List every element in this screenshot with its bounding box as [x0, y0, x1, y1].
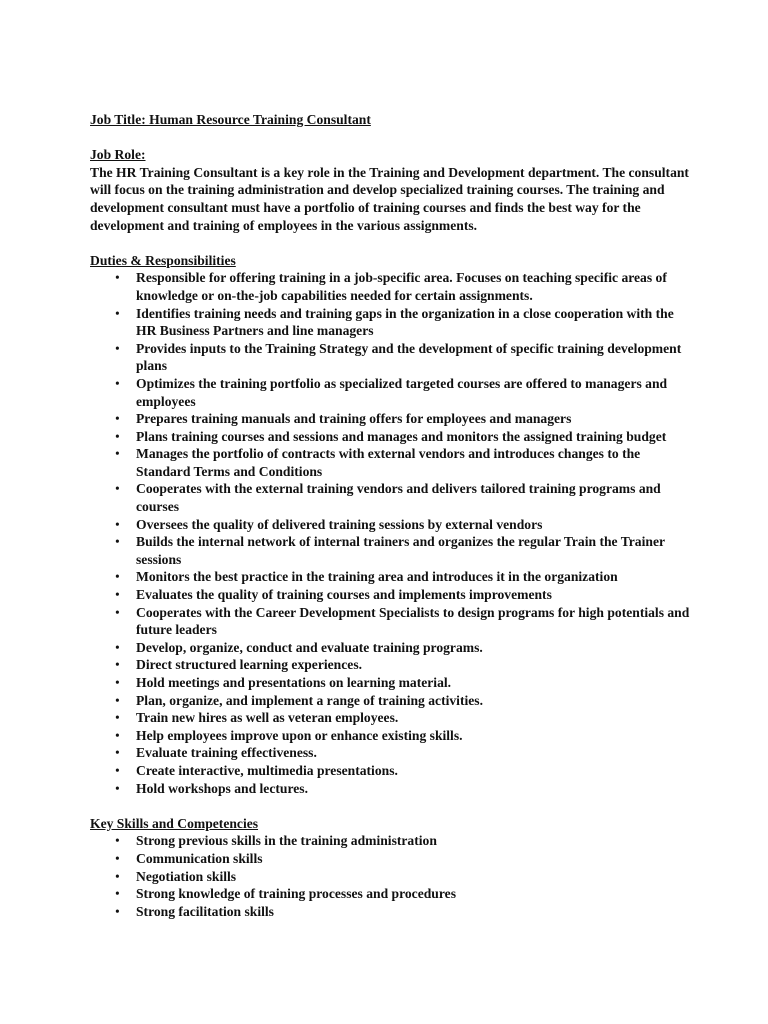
skill-item	[90, 868, 690, 886]
spacer	[90, 797, 690, 815]
duty-item	[90, 780, 690, 798]
spacer	[90, 129, 690, 147]
duty-item-text: Manages the portfolio of contracts with external vendors and introduces changes to the Standard Terms and Conditions	[136, 446, 641, 479]
skills-list	[90, 832, 690, 920]
bullet-icon: •	[115, 604, 120, 620]
duty-item	[90, 533, 690, 568]
duty-item	[90, 445, 690, 480]
duty-item-text: Cooperates with the Career Development Specialists to design programs for high potentials and future leaders	[136, 604, 690, 638]
document-body	[90, 111, 690, 920]
duty-item-text: Hold workshops and lectures.	[136, 780, 308, 796]
duty-item-text: Oversees the quality of delivered training sessions by external vendors	[136, 516, 543, 532]
bullet-icon: •	[115, 727, 120, 743]
duty-item-text: Evaluates the quality of training courses and implements improvements	[136, 587, 552, 603]
duty-item-text: Monitors the best practice in the training area and introduces it in the organization	[136, 569, 618, 585]
duty-item-text: Hold meetings and presentations on learning material.	[136, 675, 452, 690]
duty-item	[90, 375, 690, 410]
skill-item-text: Strong facilitation skills	[136, 903, 274, 919]
duty-item-text: Prepares training manuals and training offers for employees and managers	[136, 411, 572, 427]
bullet-icon: •	[115, 886, 120, 902]
bullet-icon: •	[115, 516, 120, 532]
skill-item	[90, 832, 690, 850]
duty-item	[90, 692, 690, 710]
duty-item	[90, 762, 690, 780]
bullet-icon: •	[115, 411, 120, 427]
bullet-icon: •	[115, 446, 120, 462]
duty-item	[90, 428, 690, 446]
skill-item-text: Communication skills	[136, 850, 263, 866]
duty-item	[90, 604, 690, 639]
duty-item	[90, 480, 690, 515]
duty-item	[90, 674, 690, 692]
duties-list	[90, 269, 690, 797]
spacer	[90, 234, 690, 252]
bullet-icon: •	[115, 305, 120, 321]
bullet-icon: •	[115, 762, 120, 778]
job-role-paragraph: The HR Training Consultant is a key role in the Training and Development department. The consultant will focus on the training administration and develop specialized training courses. The training and development consultant must have a portfolio of training courses and finds the best way for the development and training of employees in the various assignments.	[90, 164, 689, 233]
bullet-icon: •	[115, 868, 120, 884]
bullet-icon: •	[115, 340, 120, 356]
duty-item-text: Plans training courses and sessions and manages and monitors the assigned training budget	[136, 428, 667, 444]
skill-item	[90, 850, 690, 868]
bullet-icon: •	[115, 850, 120, 866]
duty-item	[90, 744, 690, 762]
bullet-icon: •	[115, 903, 120, 919]
bullet-icon: •	[115, 710, 120, 726]
duty-item-text: Train new hires as well as veteran employees.	[136, 710, 399, 726]
bullet-icon: •	[115, 270, 120, 286]
duty-item	[90, 727, 690, 745]
bullet-icon: •	[115, 780, 120, 796]
skill-item-text: Strong previous skills in the training administration	[136, 833, 437, 849]
duty-item-text: Evaluate training effectiveness.	[136, 745, 317, 761]
duty-item-text: Optimizes the training portfolio as specialized targeted courses are offered to managers and employees	[136, 375, 668, 409]
bullet-icon: •	[115, 745, 120, 761]
duty-item	[90, 410, 690, 428]
bullet-icon: •	[115, 692, 120, 708]
duty-item-text: Direct structured learning experiences.	[136, 657, 363, 673]
skill-item	[90, 885, 690, 903]
bullet-icon: •	[115, 375, 120, 391]
duty-item	[90, 340, 690, 375]
duty-item	[90, 639, 690, 657]
skills-heading: Key Skills and Competencies	[90, 815, 259, 831]
skill-item-text: Negotiation skills	[136, 868, 237, 884]
bullet-icon: •	[115, 833, 120, 849]
duty-item-text: Identifies training needs and training gaps in the organization in a close cooperation with the HR Business Partners and line managers	[136, 305, 674, 339]
bullet-icon: •	[115, 428, 120, 444]
duty-item-text: Help employees improve upon or enhance existing skills.	[136, 727, 463, 743]
duty-item	[90, 586, 690, 604]
duty-item-text: Builds the internal network of internal trainers and organizes the regular Train the Trainer sessions	[136, 534, 665, 567]
bullet-icon: •	[115, 675, 120, 690]
skill-item	[90, 903, 690, 921]
bullet-icon: •	[115, 639, 120, 655]
duty-item-text: Cooperates with the external training vendors and delivers tailored training programs and courses	[136, 481, 661, 515]
duty-item-text: Create interactive, multimedia presentations.	[136, 762, 398, 778]
bullet-icon: •	[115, 569, 120, 585]
skill-item-text: Strong knowledge of training processes and procedures	[136, 886, 456, 902]
duties-heading: Duties & Responsibilities	[90, 252, 236, 268]
bullet-icon: •	[115, 481, 120, 497]
duty-item	[90, 709, 690, 727]
duty-item	[90, 305, 690, 340]
duty-item	[90, 568, 690, 586]
duty-item	[90, 269, 690, 304]
page-title: Job Title: Human Resource Training Consultant	[90, 112, 371, 127]
job-role-heading: Job Role:	[90, 147, 146, 163]
duty-item-text: Develop, organize, conduct and evaluate training programs.	[136, 639, 483, 655]
duty-item-text: Provides inputs to the Training Strategy and the development of specific training development plans	[136, 340, 682, 374]
duty-item	[90, 656, 690, 674]
bullet-icon: •	[115, 587, 120, 603]
bullet-icon: •	[115, 534, 120, 550]
duty-item-text: Responsible for offering training in a job-specific area. Focuses on teaching specific areas of knowledge or on-the-job capabilities needed for certain assignments.	[136, 270, 667, 303]
duty-item	[90, 516, 690, 534]
bullet-icon: •	[115, 657, 120, 673]
duty-item-text: Plan, organize, and implement a range of training activities.	[136, 692, 483, 708]
